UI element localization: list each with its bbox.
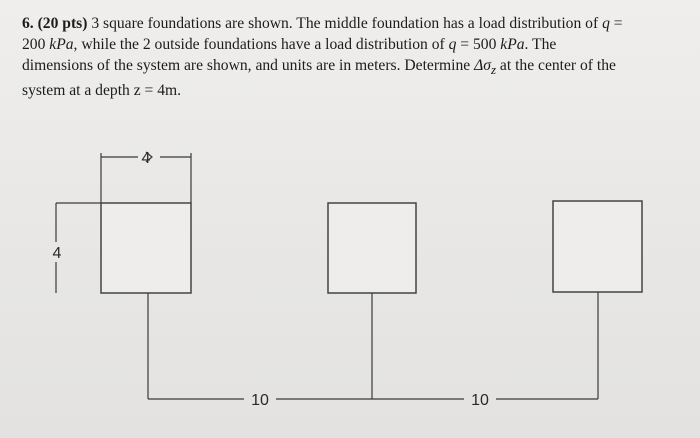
q-symbol: q (602, 15, 610, 32)
right-foundation (553, 201, 642, 292)
outside-load-value: = 500 (456, 36, 501, 53)
center-leader-lines (148, 292, 598, 399)
height-dimension (56, 203, 101, 293)
middle-load-value: 200 (22, 36, 50, 53)
middle-foundation (328, 203, 416, 293)
problem-line-2-end: . The (524, 36, 557, 53)
problem-line-3-text: dimensions of the system are shown, and units are in meters. Determine (22, 57, 475, 74)
spacing-label-left: 10 (251, 392, 269, 409)
left-foundation (101, 203, 191, 293)
spacing-label-right: 10 (471, 392, 489, 409)
q-symbol-2: q (448, 36, 457, 53)
equals-sign: = (609, 15, 623, 32)
problem-line-3-end: at the center of the (496, 57, 616, 74)
delta-sigma-symbol: Δσ (474, 57, 491, 74)
problem-line-4-text: system at a depth z = 4m. (22, 82, 182, 100)
subscript-z: z (490, 62, 497, 78)
unit-kpa-1: kPa (49, 36, 74, 53)
problem-number: 6. (22, 15, 34, 32)
problem-points: (20 pts) (37, 15, 88, 32)
problem-line-1-text: 3 square foundations are shown. The middle foundation has a load distribution of (87, 15, 603, 32)
height-dimension-label: 4 (52, 245, 62, 262)
problem-line-2-text: , while the 2 outside foundations have a load distribution of (73, 36, 449, 53)
width-dimension-label: 4 (141, 150, 151, 167)
unit-kpa-2: kPa (500, 36, 525, 53)
